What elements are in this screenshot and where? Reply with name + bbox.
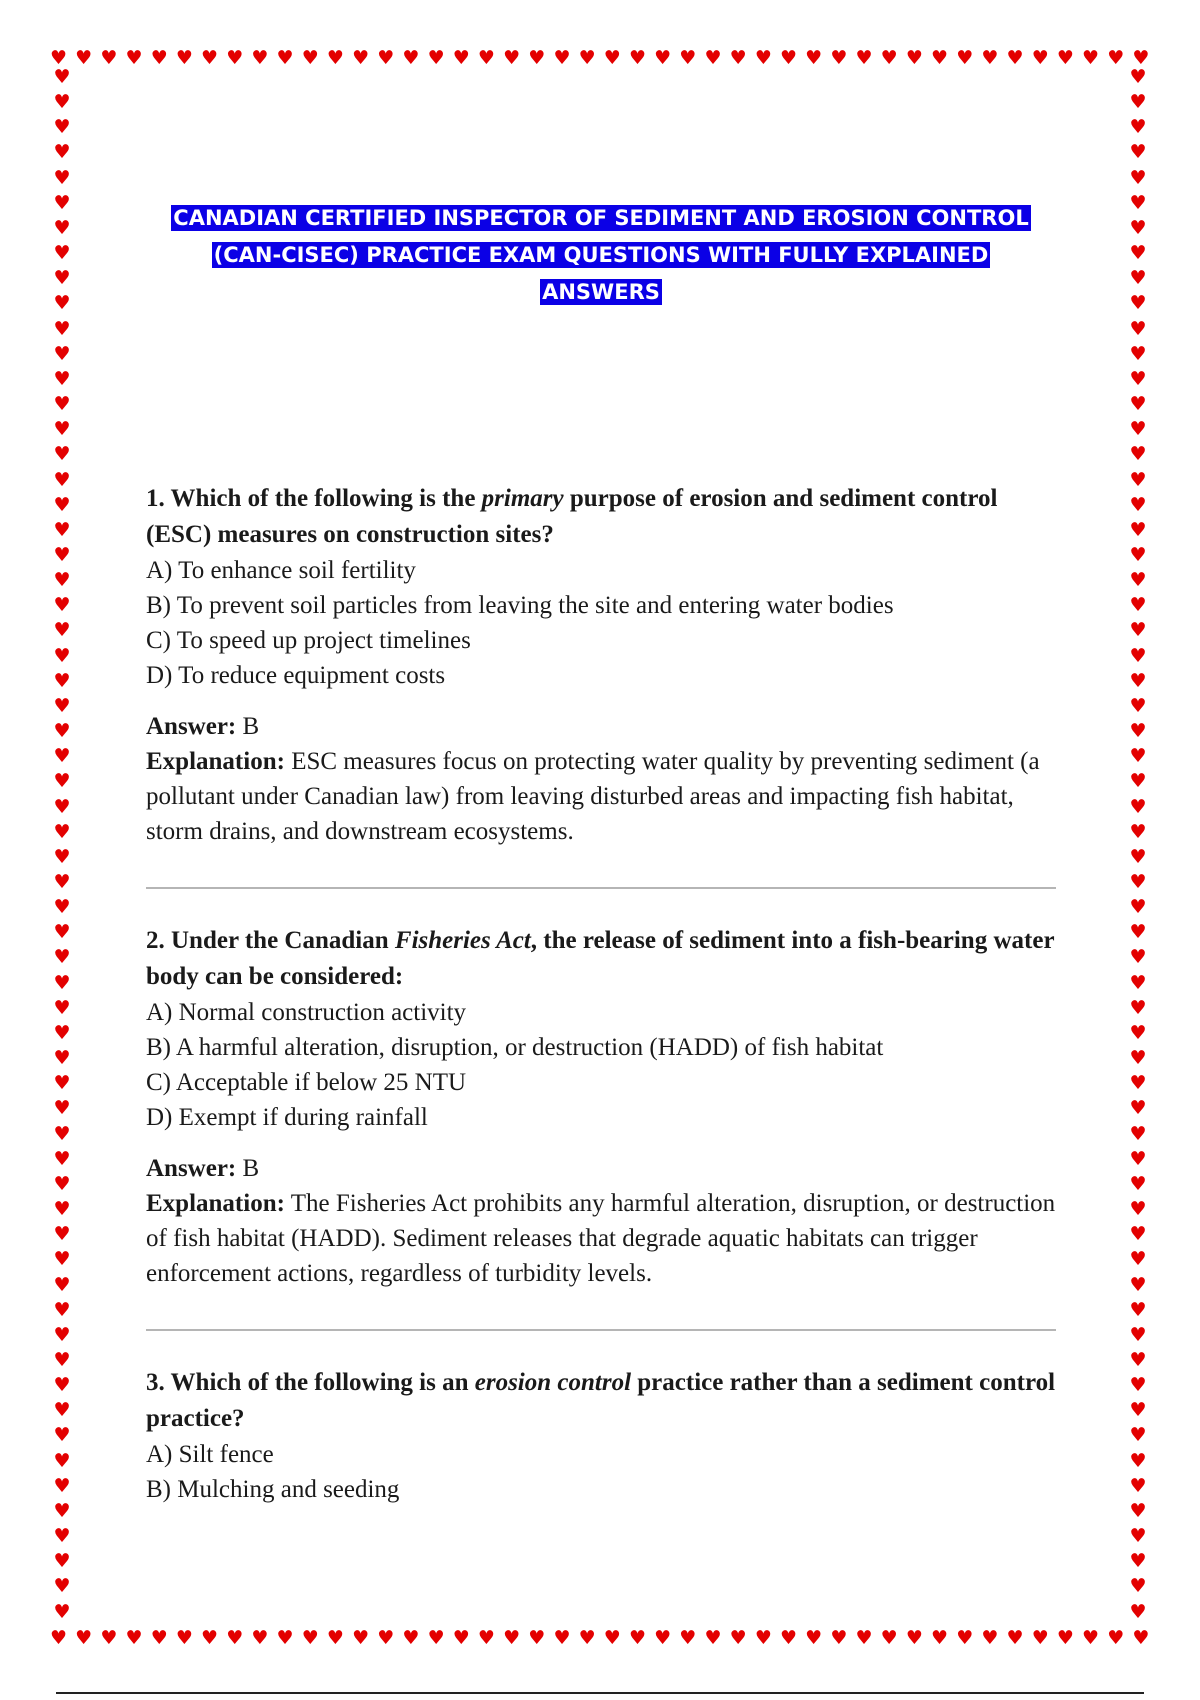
heart-icon: ♥ xyxy=(1129,1499,1147,1522)
heart-icon: ♥ xyxy=(1129,1449,1147,1472)
document-content xyxy=(146,200,1056,1507)
heart-icon: ♥ xyxy=(1129,1147,1147,1170)
heart-icon: ♥ xyxy=(53,1021,71,1044)
heart-icon: ♥ xyxy=(1006,46,1024,69)
heart-icon: ♥ xyxy=(1129,342,1147,365)
heart-icon: ♥ xyxy=(1129,393,1147,416)
heart-icon: ♥ xyxy=(53,342,71,365)
heart-icon: ♥ xyxy=(880,46,898,69)
heart-icon: ♥ xyxy=(226,46,244,69)
heart-icon: ♥ xyxy=(53,1525,71,1548)
heart-icon: ♥ xyxy=(53,669,71,692)
heart-icon: ♥ xyxy=(1082,1626,1100,1649)
heart-icon: ♥ xyxy=(1129,1273,1147,1296)
heart-icon: ♥ xyxy=(1129,594,1147,617)
heart-icon: ♥ xyxy=(53,770,71,793)
heart-icon: ♥ xyxy=(1129,116,1147,139)
heart-icon: ♥ xyxy=(175,1626,193,1649)
heart-icon: ♥ xyxy=(53,1323,71,1346)
question-2 xyxy=(146,923,1056,1291)
heart-icon: ♥ xyxy=(704,46,722,69)
heart-icon: ♥ xyxy=(53,1273,71,1296)
heart-icon: ♥ xyxy=(53,493,71,516)
question-3-option-b: B) Mulching and seeding xyxy=(146,1476,400,1503)
question-1-option-a: A) To enhance soil fertility xyxy=(146,557,416,584)
heart-icon: ♥ xyxy=(53,1399,71,1422)
question-1-option-b: B) To prevent soil particles from leaving the site and entering water bodies xyxy=(146,592,894,619)
heart-icon: ♥ xyxy=(1107,46,1125,69)
heart-icon: ♥ xyxy=(754,46,772,69)
heart-icon: ♥ xyxy=(1129,720,1147,743)
question-2-explanation: Explanation: The Fisheries Act prohibits any harmful alteration, disruption, or destruction of fish habitat (HADD). Sediment releases that degrade aquatic habitats can trigger enforcement actions, regardless of turbidity levels. xyxy=(146,1190,1056,1287)
heart-icon: ♥ xyxy=(553,1626,571,1649)
heart-icon: ♥ xyxy=(53,1348,71,1371)
heart-icon: ♥ xyxy=(276,1626,294,1649)
heart-border-right xyxy=(1126,68,1150,1622)
heart-icon: ♥ xyxy=(452,1626,470,1649)
heart-icon: ♥ xyxy=(402,1626,420,1649)
heart-icon: ♥ xyxy=(1129,1474,1147,1497)
heart-icon: ♥ xyxy=(276,46,294,69)
heart-icon: ♥ xyxy=(53,1223,71,1246)
heart-icon: ♥ xyxy=(201,46,219,69)
separator-1 xyxy=(146,887,1056,889)
heart-icon: ♥ xyxy=(1129,1424,1147,1447)
heart-icon: ♥ xyxy=(53,1172,71,1195)
heart-icon: ♥ xyxy=(53,91,71,114)
question-1-answer: Answer: B xyxy=(146,713,260,740)
heart-icon: ♥ xyxy=(1129,1575,1147,1598)
heart-icon: ♥ xyxy=(53,518,71,541)
heart-icon: ♥ xyxy=(427,1626,445,1649)
heart-icon: ♥ xyxy=(1129,1323,1147,1346)
heart-icon: ♥ xyxy=(1056,1626,1074,1649)
heart-icon: ♥ xyxy=(654,46,672,69)
heart-icon: ♥ xyxy=(1129,996,1147,1019)
heart-icon: ♥ xyxy=(679,1626,697,1649)
heart-icon: ♥ xyxy=(53,795,71,818)
heart-border-left xyxy=(50,68,74,1622)
heart-icon: ♥ xyxy=(53,1550,71,1573)
heart-icon: ♥ xyxy=(628,1626,646,1649)
heart-icon: ♥ xyxy=(1129,871,1147,893)
heart-icon: ♥ xyxy=(1129,694,1147,717)
heart-icon: ♥ xyxy=(1129,1072,1147,1095)
heart-icon: ♥ xyxy=(1129,1374,1147,1397)
heart-icon: ♥ xyxy=(578,1626,596,1649)
heart-icon: ♥ xyxy=(377,1626,395,1649)
heart-icon: ♥ xyxy=(578,46,596,69)
heart-icon: ♥ xyxy=(1129,1097,1147,1120)
heart-icon: ♥ xyxy=(1129,1399,1147,1422)
heart-icon: ♥ xyxy=(226,1626,244,1649)
page-bottom-rule xyxy=(56,1692,1144,1694)
heart-icon: ♥ xyxy=(53,1298,71,1321)
heart-icon: ♥ xyxy=(53,619,71,642)
heart-icon: ♥ xyxy=(1132,46,1150,69)
question-1-option-d: D) To reduce equipment costs xyxy=(146,662,446,689)
question-1-text: 1. Which of the following is the primary purpose of erosion and sediment control (ESC) measures on construction sites? xyxy=(146,485,998,548)
heart-icon: ♥ xyxy=(1129,1525,1147,1548)
heart-icon: ♥ xyxy=(53,418,71,441)
heart-icon: ♥ xyxy=(53,1575,71,1598)
heart-icon: ♥ xyxy=(1129,745,1147,768)
heart-icon: ♥ xyxy=(50,46,68,69)
heart-icon: ♥ xyxy=(1129,543,1147,566)
heart-icon: ♥ xyxy=(53,694,71,717)
heart-icon: ♥ xyxy=(1129,191,1147,214)
heart-icon: ♥ xyxy=(1129,1172,1147,1195)
heart-icon: ♥ xyxy=(1129,669,1147,692)
heart-icon: ♥ xyxy=(779,46,798,69)
heart-icon: ♥ xyxy=(503,1626,521,1649)
heart-icon: ♥ xyxy=(1129,921,1147,944)
heart-icon: ♥ xyxy=(1129,770,1147,793)
heart-icon: ♥ xyxy=(251,1626,269,1649)
heart-icon: ♥ xyxy=(1129,292,1147,315)
heart-icon: ♥ xyxy=(201,1626,219,1649)
heart-icon: ♥ xyxy=(53,1499,71,1522)
heart-icon: ♥ xyxy=(53,468,71,491)
heart-icon: ♥ xyxy=(326,1626,344,1649)
heart-icon: ♥ xyxy=(125,1626,143,1649)
heart-icon: ♥ xyxy=(603,46,621,69)
heart-icon: ♥ xyxy=(377,46,395,69)
heart-icon: ♥ xyxy=(326,46,344,69)
heart-icon: ♥ xyxy=(53,720,71,743)
heart-icon: ♥ xyxy=(53,1248,71,1271)
heart-icon: ♥ xyxy=(1056,46,1074,69)
heart-icon: ♥ xyxy=(905,1626,923,1649)
heart-icon: ♥ xyxy=(1129,141,1147,164)
question-3-option-a: A) Silt fence xyxy=(146,1441,274,1468)
question-2-option-c: C) Acceptable if below 25 NTU xyxy=(146,1069,467,1096)
heart-icon: ♥ xyxy=(53,1474,71,1497)
heart-icon: ♥ xyxy=(1129,418,1147,441)
question-1 xyxy=(146,481,1056,849)
heart-icon: ♥ xyxy=(53,317,71,340)
heart-icon: ♥ xyxy=(1129,896,1147,919)
heart-icon: ♥ xyxy=(150,1626,168,1649)
heart-icon: ♥ xyxy=(53,1374,71,1397)
heart-icon: ♥ xyxy=(905,46,923,69)
heart-icon: ♥ xyxy=(53,946,71,969)
heart-icon: ♥ xyxy=(654,1626,672,1649)
heart-icon: ♥ xyxy=(53,367,71,390)
question-3 xyxy=(146,1365,1056,1507)
heart-icon: ♥ xyxy=(1129,468,1147,491)
heart-icon: ♥ xyxy=(931,46,949,69)
heart-icon: ♥ xyxy=(53,996,71,1019)
heart-icon: ♥ xyxy=(427,46,445,69)
heart-icon: ♥ xyxy=(402,46,420,69)
heart-border-top xyxy=(50,46,1150,70)
heart-icon: ♥ xyxy=(53,1072,71,1095)
heart-icon: ♥ xyxy=(352,46,370,69)
heart-icon: ♥ xyxy=(53,292,71,315)
heart-icon: ♥ xyxy=(477,1626,495,1649)
heart-icon: ♥ xyxy=(1129,946,1147,969)
heart-icon: ♥ xyxy=(1129,242,1147,265)
heart-icon: ♥ xyxy=(1006,1626,1024,1649)
heart-icon: ♥ xyxy=(528,1626,546,1649)
heart-icon: ♥ xyxy=(1129,66,1147,88)
title-line-2: (CAN-CISEC) PRACTICE EXAM QUESTIONS WITH FULLY EXPLAINED xyxy=(213,243,989,267)
heart-icon: ♥ xyxy=(53,1198,71,1221)
heart-icon: ♥ xyxy=(1129,619,1147,642)
heart-icon: ♥ xyxy=(628,46,646,69)
heart-icon: ♥ xyxy=(830,1626,848,1649)
heart-icon: ♥ xyxy=(53,971,71,994)
heart-icon: ♥ xyxy=(1129,1047,1147,1070)
heart-icon: ♥ xyxy=(53,443,71,466)
heart-icon: ♥ xyxy=(1129,644,1147,667)
heart-icon: ♥ xyxy=(53,745,71,768)
heart-icon: ♥ xyxy=(528,46,546,69)
heart-icon: ♥ xyxy=(1129,166,1147,189)
heart-icon: ♥ xyxy=(503,46,521,69)
document-title xyxy=(146,200,1056,311)
heart-icon: ♥ xyxy=(75,1626,93,1649)
question-1-explanation: Explanation: ESC measures focus on protecting water quality by preventing sediment (a pollutant under Canadian law) from leaving disturbed areas and impacting fish habitat, storm drains, and downstream ecosystems. xyxy=(146,748,1040,845)
heart-icon: ♥ xyxy=(1129,1348,1147,1371)
heart-icon: ♥ xyxy=(1129,216,1147,239)
heart-border-bottom xyxy=(50,1626,1150,1650)
heart-icon: ♥ xyxy=(1082,46,1100,69)
heart-icon: ♥ xyxy=(956,46,974,69)
heart-icon: ♥ xyxy=(981,1626,999,1649)
heart-icon: ♥ xyxy=(931,1626,949,1649)
heart-icon: ♥ xyxy=(1129,493,1147,516)
heart-icon: ♥ xyxy=(53,216,71,239)
heart-icon: ♥ xyxy=(1129,267,1147,290)
heart-icon: ♥ xyxy=(53,845,71,868)
heart-icon: ♥ xyxy=(1031,46,1049,69)
heart-icon: ♥ xyxy=(880,1626,898,1649)
heart-icon: ♥ xyxy=(53,1147,71,1170)
heart-icon: ♥ xyxy=(754,1626,772,1649)
heart-icon: ♥ xyxy=(1129,443,1147,466)
heart-icon: ♥ xyxy=(830,46,848,69)
heart-icon: ♥ xyxy=(53,116,71,139)
heart-icon: ♥ xyxy=(779,1626,798,1649)
heart-icon: ♥ xyxy=(53,393,71,416)
heart-icon: ♥ xyxy=(53,594,71,617)
heart-icon: ♥ xyxy=(855,1626,873,1649)
question-2-option-a: A) Normal construction activity xyxy=(146,999,467,1026)
heart-icon: ♥ xyxy=(729,1626,747,1649)
heart-icon: ♥ xyxy=(53,1424,71,1447)
heart-icon: ♥ xyxy=(1129,1198,1147,1221)
heart-icon: ♥ xyxy=(1031,1626,1049,1649)
heart-icon: ♥ xyxy=(1129,317,1147,340)
heart-icon: ♥ xyxy=(729,46,747,69)
heart-icon: ♥ xyxy=(1129,795,1147,818)
heart-icon: ♥ xyxy=(100,46,118,69)
heart-icon: ♥ xyxy=(1129,1550,1147,1573)
heart-icon: ♥ xyxy=(53,871,71,893)
heart-icon: ♥ xyxy=(50,1626,68,1649)
question-1-option-c: C) To speed up project timelines xyxy=(146,627,471,654)
heart-icon: ♥ xyxy=(53,242,71,265)
heart-icon: ♥ xyxy=(100,1626,118,1649)
heart-icon: ♥ xyxy=(1129,845,1147,868)
title-line-1: CANADIAN CERTIFIED INSPECTOR OF SEDIMENT AND EROSION CONTROL xyxy=(173,206,1029,230)
heart-icon: ♥ xyxy=(603,1626,621,1649)
heart-icon: ♥ xyxy=(981,46,999,69)
title-line-3: ANSWERS xyxy=(542,280,660,304)
heart-icon: ♥ xyxy=(53,166,71,189)
heart-icon: ♥ xyxy=(1132,1626,1150,1649)
heart-icon: ♥ xyxy=(53,1047,71,1070)
heart-icon: ♥ xyxy=(704,1626,722,1649)
heart-icon: ♥ xyxy=(53,644,71,667)
heart-icon: ♥ xyxy=(53,569,71,592)
heart-icon: ♥ xyxy=(301,46,319,69)
heart-icon: ♥ xyxy=(53,543,71,566)
heart-icon: ♥ xyxy=(1129,1600,1147,1623)
heart-icon: ♥ xyxy=(1129,367,1147,390)
heart-icon: ♥ xyxy=(175,46,193,69)
heart-icon: ♥ xyxy=(1129,569,1147,592)
heart-icon: ♥ xyxy=(53,1600,71,1623)
heart-icon: ♥ xyxy=(1129,1122,1147,1145)
heart-icon: ♥ xyxy=(805,46,823,69)
heart-icon: ♥ xyxy=(53,896,71,919)
question-2-option-d: D) Exempt if during rainfall xyxy=(146,1104,428,1131)
heart-icon: ♥ xyxy=(1129,1248,1147,1271)
heart-icon: ♥ xyxy=(956,1626,974,1649)
heart-icon: ♥ xyxy=(1129,820,1147,843)
heart-icon: ♥ xyxy=(855,46,873,69)
heart-icon: ♥ xyxy=(251,46,269,69)
heart-icon: ♥ xyxy=(125,46,143,69)
heart-icon: ♥ xyxy=(301,1626,319,1649)
heart-icon: ♥ xyxy=(1129,91,1147,114)
heart-icon: ♥ xyxy=(53,1449,71,1472)
separator-2 xyxy=(146,1329,1056,1331)
question-3-text: 3. Which of the following is an erosion control practice rather than a sediment control practice? xyxy=(146,1369,1056,1432)
heart-icon: ♥ xyxy=(1129,971,1147,994)
heart-icon: ♥ xyxy=(53,191,71,214)
heart-icon: ♥ xyxy=(75,46,93,69)
heart-icon: ♥ xyxy=(53,820,71,843)
heart-icon: ♥ xyxy=(53,141,71,164)
heart-icon: ♥ xyxy=(805,1626,823,1649)
heart-icon: ♥ xyxy=(1129,1021,1147,1044)
heart-icon: ♥ xyxy=(352,1626,370,1649)
heart-icon: ♥ xyxy=(477,46,495,69)
heart-icon: ♥ xyxy=(53,267,71,290)
question-2-option-b: B) A harmful alteration, disruption, or destruction (HADD) of fish habitat xyxy=(146,1034,884,1061)
heart-icon: ♥ xyxy=(452,46,470,69)
heart-icon: ♥ xyxy=(53,921,71,944)
heart-icon: ♥ xyxy=(53,1097,71,1120)
heart-icon: ♥ xyxy=(553,46,571,69)
question-2-answer: Answer: B xyxy=(146,1155,260,1182)
question-2-text: 2. Under the Canadian Fisheries Act, the release of sediment into a fish-bearing water body can be considered: xyxy=(146,927,1055,990)
heart-icon: ♥ xyxy=(679,46,697,69)
heart-icon: ♥ xyxy=(1129,1298,1147,1321)
heart-icon: ♥ xyxy=(1107,1626,1125,1649)
heart-icon: ♥ xyxy=(53,66,71,88)
heart-icon: ♥ xyxy=(1129,518,1147,541)
heart-icon: ♥ xyxy=(150,46,168,69)
heart-icon: ♥ xyxy=(1129,1223,1147,1246)
heart-icon: ♥ xyxy=(53,1122,71,1145)
